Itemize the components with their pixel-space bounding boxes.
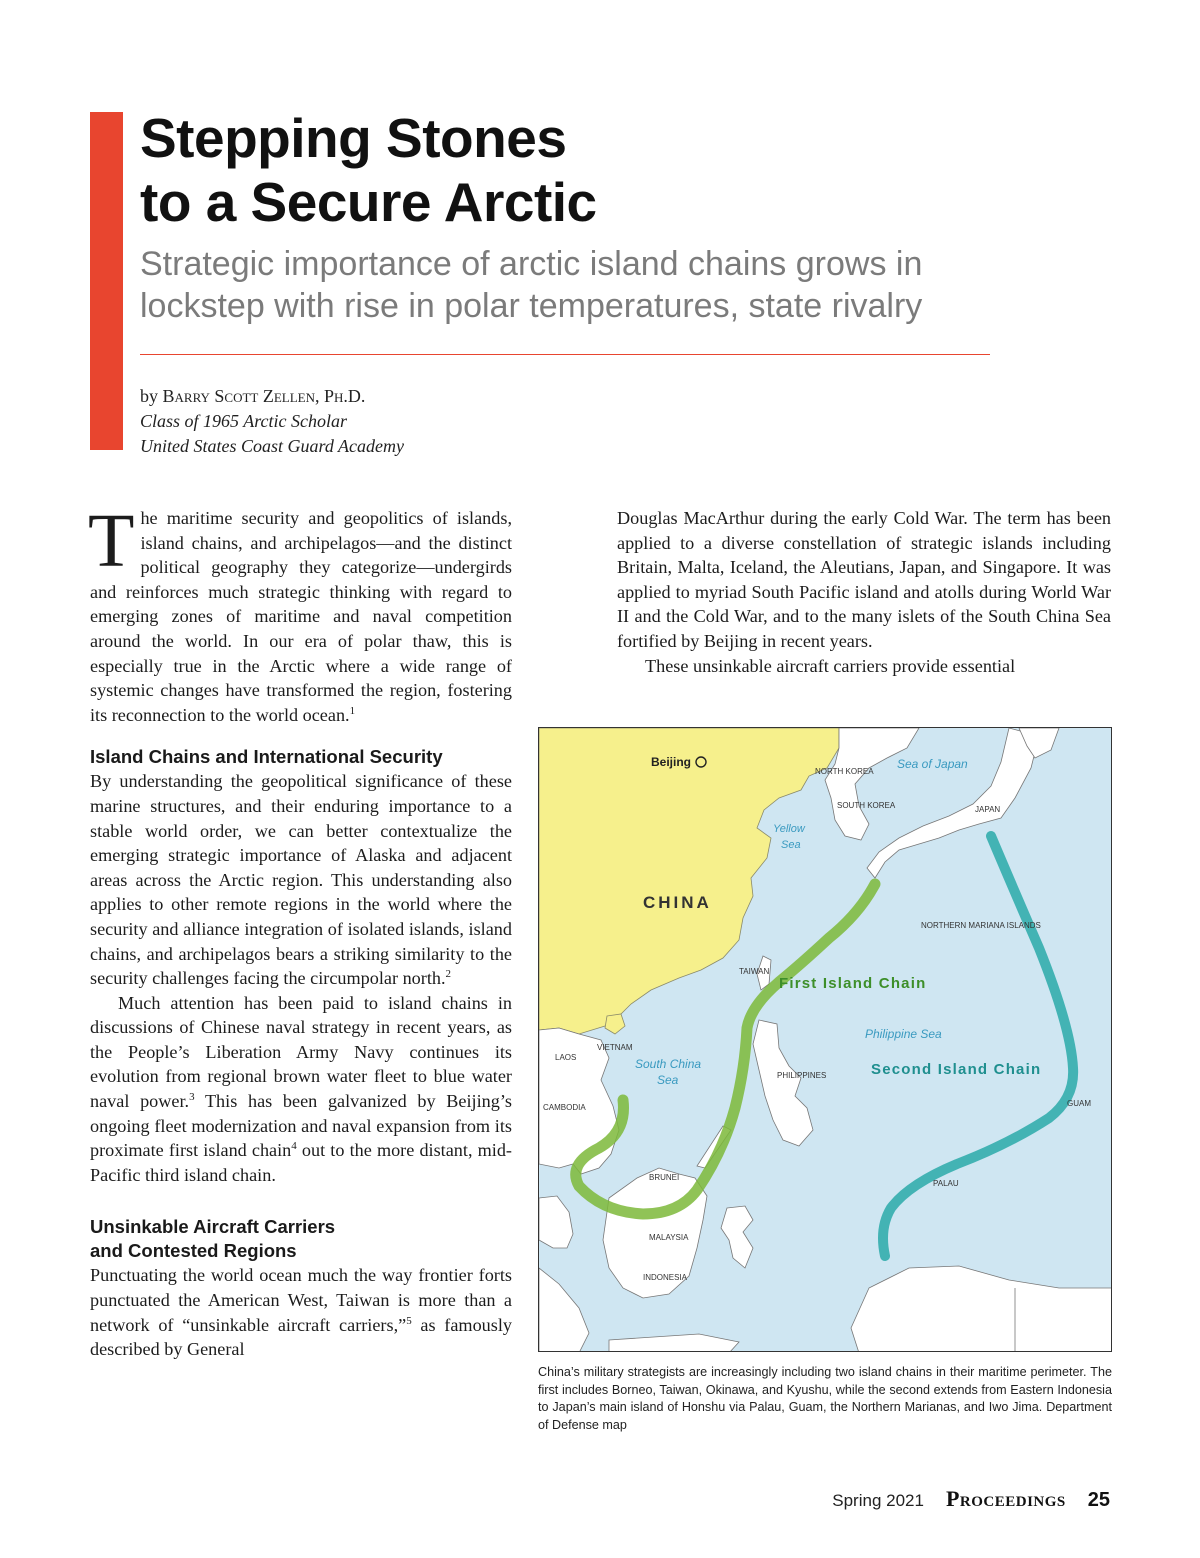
map-label-china: CHINA [643, 893, 712, 912]
map-label-north-korea: NORTH KOREA [815, 767, 874, 776]
paragraph-text: By understanding the geopolitical significance of these marine structures, and their enduring importance to a stable world order, we can better contextualize the emerging strategic importance of Alaska and adjacent areas across the Arctic region. This understanding also applies to other remote regions in the world where the security and alliance integration of isolated islands, island chains, and archipelagos bears a striking similarity to the security challenges facing the circumpolar north. [90, 771, 512, 989]
author-affiliation: United States Coast Guard Academy [140, 436, 404, 456]
map-label-guam: GUAM [1067, 1099, 1091, 1108]
title-line-1: Stepping Stones [140, 107, 567, 169]
heading-line: and Contested Regions [90, 1240, 297, 1262]
map-label-japan: JAPAN [975, 805, 1001, 814]
page-number: 25 [1087, 1489, 1110, 1511]
map-label-indonesia: INDONESIA [643, 1273, 688, 1282]
title-divider [140, 354, 990, 355]
map-label-philippines: PHILIPPINES [777, 1071, 827, 1080]
map-label-south-china-sea: Sea [657, 1073, 679, 1087]
paragraph: These unsinkable aircraft carriers provide essential [645, 655, 1016, 676]
author-role: Class of 1965 Arctic Scholar [140, 411, 347, 431]
footnote-ref: 2 [445, 968, 452, 981]
issue-season: Spring 2021 [832, 1491, 924, 1510]
author-name: Barry Scott Zellen, Ph.D. [162, 386, 366, 406]
footnote-ref: 3 [189, 1091, 195, 1104]
map-label-palau: PALAU [933, 1179, 959, 1188]
byline [140, 384, 404, 459]
map-caption: China’s military strategists are increasingly including two island chains in their maritime perimeter. The first includes Borneo, Taiwan, Okinawa, and Kyushu, while the second extends from Eastern Indonesia to Japan’s main island of Honshu via Palau, Guam, the Northern Marianas, and Iwo Jima. Department of Defense map [538, 1365, 1112, 1432]
paragraph-text: This has been galvanized by Beijing’s ongoing fleet modernization and naval expansion from its proximate first island chain [90, 1091, 512, 1161]
map-label-south-korea: SOUTH KOREA [837, 801, 896, 810]
intro-paragraph [88, 499, 512, 727]
paragraph [90, 769, 512, 990]
page-footer [832, 1486, 1110, 1512]
paragraph-text: Much attention has been paid to island chains in discussions of Chinese naval strategy in recent years, as the People’s Liberation Army Navy continues its evolution from regional brown water fleet to blue water naval power. [90, 992, 512, 1112]
subtitle-line-1: Strategic importance of arctic island chains grows in [140, 245, 923, 283]
magazine-name: Proceedings [945, 1486, 1066, 1511]
paragraph-text: Punctuating the world ocean much the way frontier forts punctuated the American West, Taiwan is more than a network of “unsinkable aircraft carriers,” [90, 1265, 512, 1335]
footnote-ref: 4 [291, 1140, 297, 1153]
section-heading-island-chains: Island Chains and International Security [90, 746, 443, 768]
section-heading-unsinkable [90, 1215, 512, 1263]
left-column [88, 499, 512, 1362]
map-label-northern-mariana: NORTHERN MARIANA ISLANDS [921, 921, 1041, 930]
map-label-philippine-sea: Philippine Sea [865, 1027, 942, 1041]
island-chains-map [538, 727, 1112, 1352]
map-label-taiwan: TAIWAN [739, 967, 770, 976]
paragraph: Douglas MacArthur during the early Cold War. The term has been applied to a diverse constellation of strategic islands including Britain, Malta, Iceland, the Aleutians, Japan, and Singapore. It was applied to myriad South Pacific island and atolls during World War II and the Cold War, and to the many islets of the South China Sea fortified by Beijing in recent years. [617, 508, 1111, 651]
byline-prefix: by [140, 386, 163, 406]
heading-line: Unsinkable Aircraft Carriers [90, 1216, 336, 1238]
drop-cap: T [88, 499, 135, 583]
footnote-ref: 5 [406, 1314, 412, 1327]
title-line-2: to a Secure Arctic [140, 171, 597, 233]
paragraph-text: as famously described by General [90, 1314, 512, 1360]
article-title [140, 106, 1040, 234]
paragraph [90, 1263, 512, 1361]
subtitle-line-2: lockstep with rise in polar temperatures, state rivalry [140, 287, 923, 325]
paragraph [90, 991, 512, 1188]
map-label-yellow-sea: Yellow [773, 823, 805, 835]
accent-bar [90, 112, 123, 450]
paragraph-text: out to the more distant, mid-Pacific third island chain. [90, 1140, 512, 1185]
intro-text: he maritime security and geopolitics of islands, island chains, and archipelagos—and the distinct political geography they categorize—undergirds and reinforces much strategic thinking with regard to emerging zones of maritime and naval competition around the world. In our era of polar thaw, this is especially true in the Arctic where a wide range of systemic changes have transformed the region, fostering its reconnection to the world ocean. [90, 508, 512, 725]
map-label-brunei: BRUNEI [649, 1173, 680, 1182]
map-label-vietnam: VIETNAM [597, 1043, 633, 1052]
map-label-second-island-chain: Second Island Chain [871, 1061, 1042, 1078]
map-label-malaysia: MALAYSIA [649, 1233, 689, 1242]
map-label-beijing: Beijing [651, 755, 692, 769]
map-label-sea-of-japan: Sea of Japan [897, 757, 968, 771]
footnote-ref: 1 [349, 704, 356, 717]
map-label-first-island-chain: First Island Chain [779, 975, 927, 992]
map-label-yellow-sea: Sea [781, 839, 801, 851]
article-subtitle [140, 243, 1040, 327]
right-column [617, 506, 1111, 678]
map-svg [539, 728, 1112, 1352]
map-label-cambodia: CAMBODIA [543, 1103, 586, 1112]
map-label-laos: LAOS [555, 1053, 577, 1062]
map-label-south-china-sea: South China [635, 1057, 702, 1071]
